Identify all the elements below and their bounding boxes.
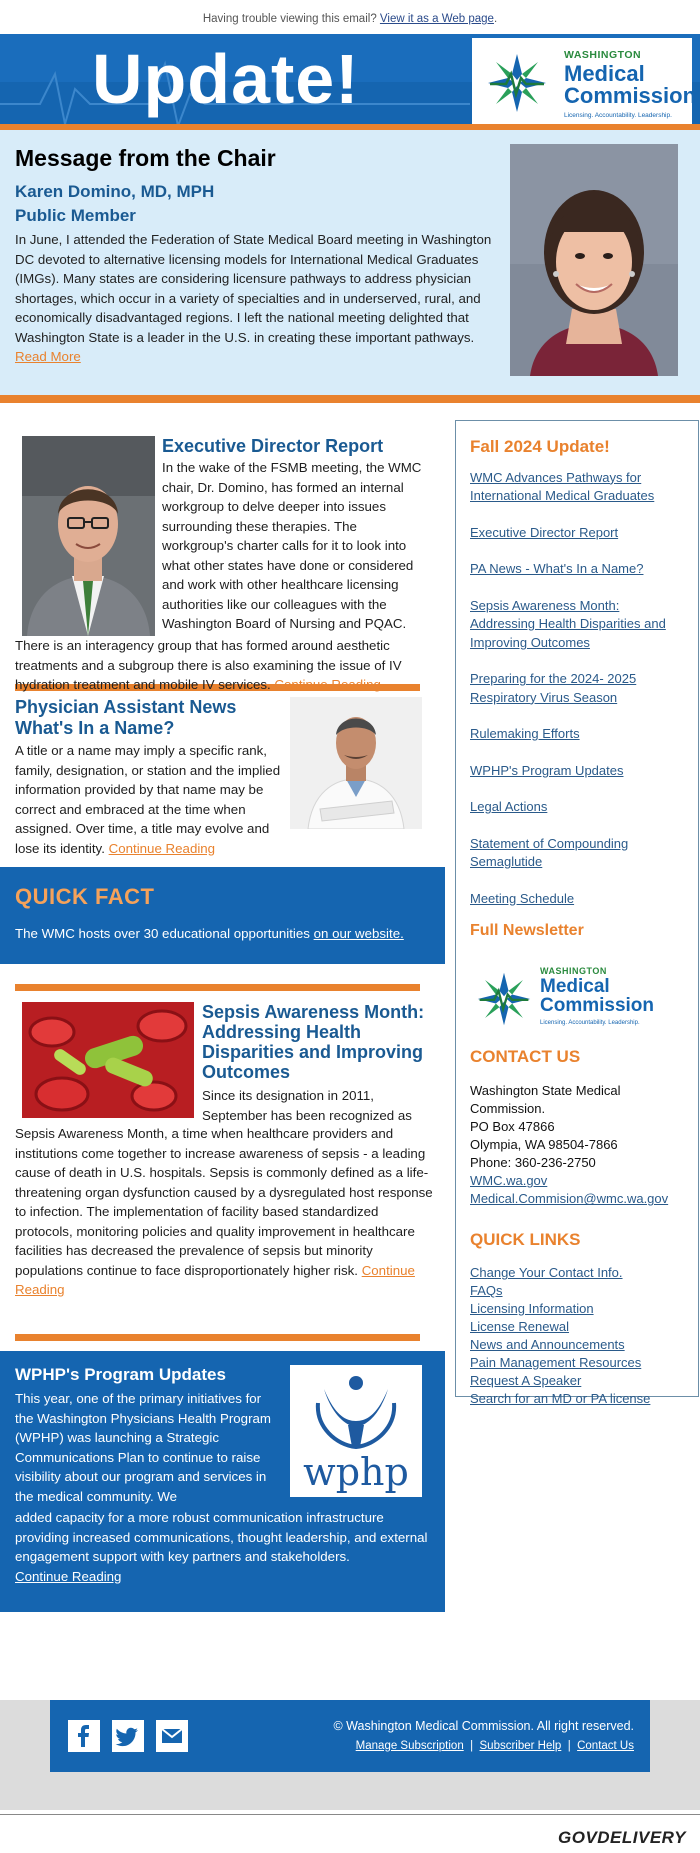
chair-byline (15, 180, 214, 228)
quick-link-news[interactable]: News and Announcements (470, 1337, 625, 1353)
wphp-logo-wordmark: wphp (303, 1450, 409, 1494)
quick-link-renewal[interactable]: License Renewal (470, 1319, 570, 1335)
web-view-link[interactable]: View it as a Web page (379, 13, 494, 25)
quick-links-heading: QUICK LINKS (470, 1230, 581, 1250)
sidebar-link-edr[interactable]: Executive Director Report (470, 524, 619, 540)
sepsis-body-continued (15, 1124, 435, 1300)
quick-link-faqs[interactable]: FAQs (470, 1283, 503, 1299)
contact-us-link[interactable]: Contact Us (577, 1740, 634, 1752)
chair-body (15, 230, 505, 367)
full-newsletter-link[interactable]: Full Newsletter (470, 922, 584, 940)
pa-news-section (0, 691, 445, 867)
sidebar-heading: Fall 2024 Update! (470, 437, 610, 456)
wmc-logo[interactable] (472, 38, 697, 126)
web-view-text: Having trouble viewing this email? (202, 13, 377, 25)
subscriber-help-link[interactable]: Subscriber Help (479, 1740, 562, 1752)
wphp-body-continued (15, 1508, 435, 1586)
newsletter-header (0, 34, 700, 130)
pa-heading (15, 697, 236, 739)
logo-state: WASHINGTON (564, 49, 642, 61)
logo-tagline: Licensing. Accountability. Leadership. (564, 111, 672, 119)
logo-line1: Medical (564, 60, 645, 86)
footer-rule (0, 1814, 700, 1815)
quick-fact-heading: QUICK FACT (15, 884, 155, 909)
quick-fact-text (15, 925, 430, 944)
wphp-logo (290, 1365, 422, 1497)
executive-director-photo (22, 436, 155, 636)
twitter-icon[interactable] (112, 1720, 144, 1752)
contact-org: Washington State Medical Commission. (470, 1083, 621, 1117)
footer-links (356, 1738, 634, 1754)
quick-link-contact-info[interactable]: Change Your Contact Info. (470, 1265, 623, 1281)
pa-doctor-photo (290, 697, 422, 829)
pa-body-text: A title or a name may imply a specific rank, family, designation, or station and the implied information provided by that name may be correct and embraced at the time when assigned. Over time, a title may evolve and lose its identity. (15, 743, 281, 856)
contact-website-link[interactable]: WMC.wa.gov (470, 1173, 548, 1189)
wphp-continue-link[interactable]: Continue Reading (15, 1568, 122, 1584)
wphp-heading: WPHP's Program Updates (15, 1365, 226, 1384)
manage-subscription-link[interactable]: Manage Subscription (355, 1740, 464, 1752)
contact-email-link[interactable]: Medical.Commision@wmc.wa.gov (470, 1191, 669, 1207)
pa-continue-link[interactable]: Continue Reading (108, 840, 216, 856)
footer-band (0, 1700, 700, 1810)
quick-fact-body: The WMC hosts over 30 educational opportunities (15, 925, 310, 941)
chair-body-text: In June, I attended the Federation of State Medical Board meeting in Washington DC devoted to alternative licensing models for International Medical Graduates (IMGs). Many states are considering licensure pathways to address physician shortages, which occur in a variety of specialties and in underserved, rural, and economically disadvantaged regions. I left the national meeting delighted that Washington State is a leader in the U.S. in creating these important pathways. (15, 232, 492, 345)
sidebar-logo-line2: Commission (540, 995, 655, 1017)
contact-phone: Phone: 360-236-2750 (470, 1155, 596, 1171)
sidebar (455, 420, 699, 1407)
sidebar-link-semaglutide[interactable]: Statement of Compounding Semaglutide (470, 835, 629, 870)
quick-fact-website-link[interactable]: on our website. (313, 925, 404, 941)
sidebar-link-meetings[interactable]: Meeting Schedule (470, 890, 575, 906)
main-column (0, 420, 445, 1612)
sidebar-article-links (470, 469, 684, 909)
quick-link-pain-management[interactable]: Pain Management Resources (470, 1355, 642, 1371)
contact-details (470, 1082, 684, 1208)
sidebar-logo-tagline: Licensing. Accountability. Leadership. (540, 1020, 640, 1027)
edr-body-column: In the wake of the FSMB meeting, the WMC chair, Dr. Domino, has formed an internal workgroup to delve deeper into issues surrounding these therapies. The workgroup's charter calls for it to look into what other states have done or considered and work with other healthcare licensing authorities like our colleagues with the Washington Board of Nursing and PQAC. (162, 460, 422, 631)
contact-city: Olympia, WA 98504-7866 (470, 1137, 618, 1153)
wmc-logo-text (564, 48, 696, 120)
sidebar-link-legal[interactable]: Legal Actions (470, 799, 548, 815)
wphp-body-column: This year, one of the primary initiatives for the Washington Physicians Health Program (WPHP) was launching a Strategic Communications Plan to continue to raise visibility about our program and services in the medical community. We (15, 1391, 271, 1504)
chair-read-more-link[interactable]: Read More (15, 349, 81, 364)
contact-pobox: PO Box 47866 (470, 1119, 555, 1135)
sidebar-link-img-pathways[interactable]: WMC Advances Pathways for International Medical Graduates (470, 469, 655, 504)
quick-link-licensing[interactable]: Licensing Information (470, 1301, 594, 1317)
wmc-star-icon (486, 52, 548, 114)
sidebar-link-rulemaking[interactable]: Rulemaking Efforts (470, 726, 580, 742)
sidebar-link-pa-news[interactable]: PA News - What's In a Name? (470, 561, 644, 577)
chair-heading: Message from the Chair (15, 145, 276, 171)
quick-fact-section (0, 867, 445, 964)
footer-sep-2: | (567, 1740, 571, 1752)
sepsis-body-column: Since its designation in 2011, September has been recognized as (202, 1088, 412, 1123)
executive-director-section (0, 420, 445, 692)
sidebar-logo-state: WASHINGTON (540, 965, 607, 976)
sidebar-link-wphp[interactable]: WPHP's Program Updates (470, 762, 624, 778)
pa-body (15, 741, 287, 858)
section-divider (15, 984, 420, 991)
pa-heading-line1: Physician Assistant News (15, 697, 237, 717)
sidebar-wmc-star-icon (476, 971, 532, 1027)
sepsis-body-full: Sepsis Awareness Month, a time when healthcare providers and institutions come together to increase awareness of sepsis - a leading cause of death in U.S. hospitals. Sepsis is commonly defined as a life-threatening organ dysfunction caused by a dysregulated host response to infection. The implementation of facility based standardized protocols, monitoring policies and quality improvement in healthcare facilities has decreased the prevalence of sepsis but minority populations continue to face disproportionately higher risk. (15, 1126, 433, 1278)
section-divider (15, 1334, 420, 1341)
chair-name: Karen Domino, MD, MPH (15, 182, 215, 201)
sepsis-continue-link[interactable]: Continue Reading (15, 1262, 415, 1297)
quick-links-list (470, 1264, 684, 1408)
sidebar-link-respiratory[interactable]: Preparing for the 2024- 2025 Respiratory Virus Season (470, 671, 637, 705)
quick-link-license-search[interactable]: Search for an MD or PA license (470, 1391, 651, 1407)
chair-message-section (0, 130, 700, 403)
edr-body-full: There is an interagency group that has formed around aesthetic treatments and a subgroup there is also examining the issue of IV hydration treatment and mobile IV services. (15, 638, 402, 692)
sidebar-logo-line1: Medical (540, 976, 610, 998)
pa-heading-line2: What's In a Name? (15, 718, 175, 738)
footer (50, 1700, 650, 1772)
sepsis-bacteria-image (22, 1002, 194, 1118)
edr-heading: Executive Director Report (162, 436, 384, 456)
chair-portrait-image (510, 144, 678, 376)
chair-role: Public Member (15, 206, 136, 225)
sepsis-section (0, 994, 445, 1334)
email-icon[interactable] (156, 1720, 188, 1752)
sepsis-heading: Sepsis Awareness Month: Addressing Health Disparities and Improving Outcomes (202, 1002, 425, 1082)
edr-continue-link[interactable]: Continue Reading (274, 677, 381, 692)
govdelivery-logo[interactable] (558, 1826, 686, 1850)
facebook-icon[interactable] (68, 1720, 100, 1752)
edr-body-continued (15, 636, 435, 695)
header-title: Update! (92, 40, 360, 118)
quick-link-speaker[interactable]: Request A Speaker (470, 1373, 582, 1389)
wphp-body-full: added capacity for a more robust communication infrastructure providing increased communications, thought leadership, and external engagement support with key partners and stakeholders. (15, 1510, 428, 1564)
logo-line2: Commission (564, 82, 697, 108)
govdelivery-wordmark: GOVDELIVERY (558, 1828, 686, 1847)
web-view-period: . (493, 13, 498, 25)
sidebar-logo-text (540, 965, 654, 1028)
wphp-section (0, 1351, 445, 1612)
footer-copyright: © Washington Medical Commission. All right reserved. (333, 1719, 634, 1733)
footer-sep-1: | (470, 1740, 474, 1752)
sidebar-wmc-logo (476, 965, 655, 1035)
sidebar-link-sepsis[interactable]: Sepsis Awareness Month: Addressing Health Disparities and Improving Outcomes (470, 597, 666, 650)
web-view-bar (0, 0, 700, 34)
contact-heading: CONTACT US (470, 1046, 581, 1066)
